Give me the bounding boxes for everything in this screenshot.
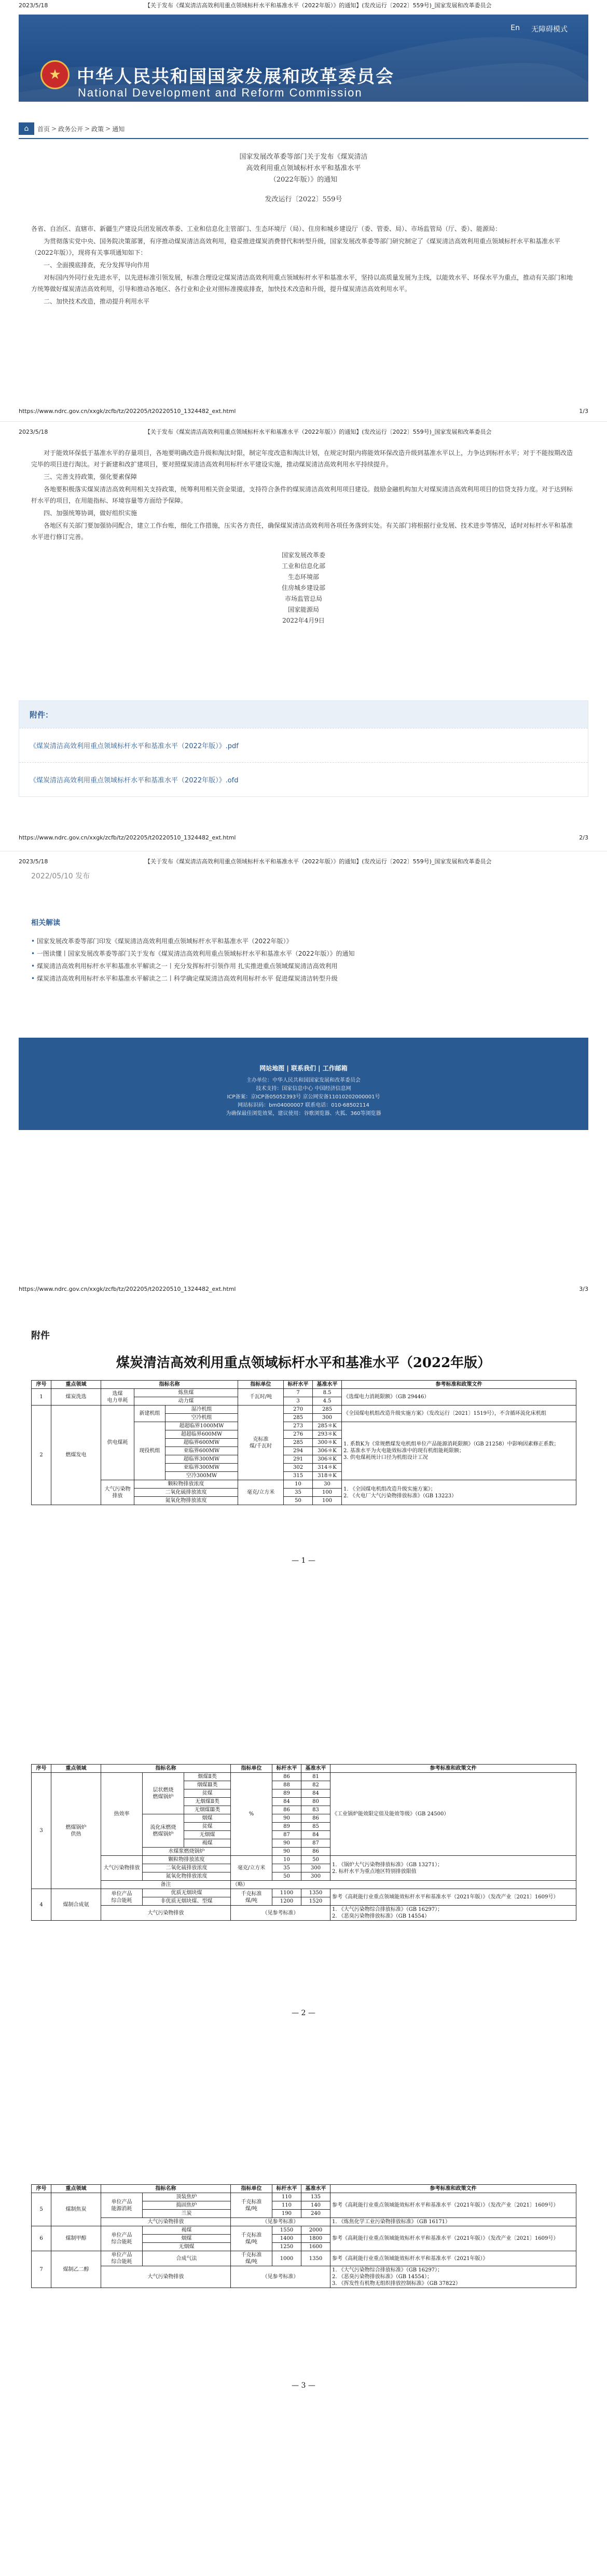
doc-number: 发改运行〔2022〕559号 — [265, 196, 342, 203]
home-icon[interactable]: ⌂ — [19, 122, 34, 135]
breadcrumb: ⌂ 首页 > 政务公开 > 政策 > 通知 — [19, 119, 588, 139]
appendix-tag: 附件 — [31, 1330, 50, 1341]
related-title: 相关解读 — [31, 919, 60, 927]
print-footer-1: https://www.ndrc.gov.cn/xxgk/zcfb/tz/202205/t20220510_1324482_ext.html 1/3 — [19, 407, 588, 415]
related-reading — [31, 917, 576, 985]
breadcrumb-home[interactable]: 首页 — [37, 125, 50, 133]
publish-date: 2022/05/10 发布 — [31, 872, 90, 880]
site-banner — [19, 15, 588, 102]
standards-table-1: 序号 重点领域 指标名称 指标单位 标杆水平 基准水平 参考标准和政策文件 1 煤炭洗选 选煤 电力单耗 炼焦煤 千瓦时/吨 7 8.5 《选煤电力消耗限额》（GB 29446） 动力煤 3 4.5 2 燃煤发电 供电煤耗 新建机组 湿冷机组 克标准 煤/千瓦时 270 285 《全国煤电机组改造升级实施方案》（发改运行〔2021〕1519号），不含循环流化床机组 空冷机组 285 300 现役机组 超超临界1000MW 273 285＊K 1. 系数K为《常规燃煤发电机组单位产品能源消耗限额》（GB 21258）中影响因素修正系数； 2. 基准水平为火电能效标准中的现有机组能耗限额； 3. 供电煤耗统计口径为机组设计工况 超超临界600MW 276 293＊K 超临界600MW 285 300＊K 亚临界600MW 294 306＊K 超临界300MW 291 306＊K 亚临界300MW 302 314＊K 空冷300MW 315 318＊K 大气污染物排放 颗粒物排放浓度 毫克/立方米 10 30 1. 《全国煤电机组改造升级实施方案》； 2. 《火电厂大气污染物排放标准》（GB 13223） 二氧化硫排放浓度 35 100 氮氧化物排放浓度 50 100 — [31, 1380, 576, 1505]
appendix-page-number: — 3 — — [292, 2381, 315, 2390]
print-page-1 — [0, 0, 607, 10]
print-date: 2023/5/18 — [19, 2, 48, 9]
related-link[interactable]: • 一图读懂丨国家发展改革委等部门关于发布《煤炭清洁高效利用重点领域标杆水平和基准水平（2022年版）》的通知 — [31, 947, 576, 960]
accessibility-link[interactable]: 无障碍模式 — [531, 25, 568, 34]
site-title-cn: 中华人民共和国国家发展和改革委员会 — [77, 66, 394, 87]
print-header — [0, 0, 607, 10]
breadcrumb-notice[interactable]: 通知 — [112, 125, 125, 133]
attachment-ofd-link[interactable]: 《煤炭清洁高效利用重点领域标杆水平和基准水平（2022年版）》.ofd — [19, 762, 588, 796]
signatories: 国家发展改革委 工业和信息化部 生态环境部 住房城乡建设部 市场监管总局 国家能源局 2022年4月9日 — [281, 552, 325, 624]
footer-links[interactable]: 网站地图 | 联系我们 | 工作邮箱 — [259, 1065, 348, 1072]
breadcrumb-policy[interactable]: 政策 — [91, 125, 104, 133]
print-page-2: 2023/5/18 【关于发布《煤炭清洁高效利用重点领域标杆水平和基准水平（2022年版）》的通知】(发改运行〔2022〕559号)_国家发展和改革委员会 — [19, 428, 492, 435]
attachments-title: 附件： — [19, 701, 588, 728]
related-link[interactable]: • 煤炭清洁高效利用标杆水平和基准水平解读之二丨科学确定煤炭清洁高效利用标杆水平 促进煤炭清洁转型升级 — [31, 972, 576, 985]
breadcrumb-public[interactable]: 政务公开 — [58, 125, 84, 133]
notice-body-part1: 各省、自治区、直辖市、新疆生产建设兵团发展改革委、工业和信息化主管部门、生态环境厅（局）、住房和城乡建设厅（委、管委、局）、市场监管局（厅、委）、能源局： 为贯彻落实党中央、国务院决策部署，有序推动煤炭清洁高效利用，稳妥推进煤炭消费替代和转型升级，国家发展改革委等部门研究制定了《煤炭清洁高效利用重点领域标杆水平和基准水平（2022年版）》，现将有关事项通知如下： 一、全面摸底排查，充分发挥导向作用 对标国内外同行业先进水平，以先进标准引领发展，标准合理设定煤炭清洁高效利用重点领域标杆水平和基准水平，坚持以高质量发展为主线，以能效水平、环保水平为重点，推动有关部门和地方统筹做好煤炭清洁高效利用，引导和推动各地区、各行业和企业对照标准摸底排查，加快技术改造和升级，提升煤炭清洁高效利用水平。 二、加快技术改造，推动提升利用水平 — [31, 225, 573, 305]
site-footer: 网站地图 | 联系我们 | 工作邮箱 主办单位：中华人民共和国国家发展和改革委员会 技术支持：国家信息中心 中国经济信息网 ICP备案：京ICP备05052393号 京公网安备11010202000001号 网站标识码：bm04000007 联系电话：010-68502114 为确保最佳浏览效果，建议使用：谷歌浏览器、火狐、360等浏览器 — [19, 1038, 588, 1130]
print-footer-3: https://www.ndrc.gov.cn/xxgk/zcfb/tz/202205/t20220510_1324482_ext.html 3/3 — [19, 1285, 588, 1292]
attachment-pdf-link[interactable]: 《煤炭清洁高效利用重点领域标杆水平和基准水平（2022年版）》.pdf — [19, 728, 588, 762]
appendix-page-number: — 1 — — [292, 1556, 315, 1565]
national-emblem-icon: ★ — [40, 60, 70, 89]
lang-en-link[interactable]: En — [511, 24, 520, 32]
standards-table-3: 序号 重点领域 指标名称 指标单位 标杆水平 基准水平 参考标准和政策文件 5 煤制焦炭 单位产品 能源消耗 顶装焦炉 千克标准 煤/吨 110 135 参考《高耗能行业重点领域能效标杆水平和基准水平（2021年版）》（发改产业〔2021〕1609号） 捣固焦炉 110 140 兰炭 190 240 大气污染物排放 （见参考标准） 1. 《炼焦化学工业污染物排放标准》（GB 16171） 6 煤制甲醇 单位产品 综合能耗 褐煤 千克标准 煤/吨 1550 2000 参考《高耗能行业重点领域能效标杆水平和基准水平（2021年版）》（发改产业〔2021〕1609号） 烟煤 1400 1800 无烟煤 1250 1600 7 煤制乙二醇 单位产品 综合能耗 合成气法 千克标准 煤/吨 1000 1350 参考《高耗能行业重点领域能效标杆水平和基准水平（2021年版）》 大气污染物排放 （见参考标准） 1. 《大气污染物综合排放标准》（GB 16297）； 2. 《恶臭污染物排放标准》（GB 14554）； 3. 《挥发性有机物无组织排放控制标准》（GB 37822） — [31, 2184, 576, 2288]
notice-body-part2: 对于能效环保低于基准水平的存量项目，各地要明确改造升级和淘汰时限，制定年度改造和淘汰计划，在规定时限内将能效环保改造升级到基准水平以上，力争达到标杆水平；对于不能按期改造完毕的项目进行淘汰。对于新建和改扩建项目，要对照煤炭清洁高效利用标杆水平建设实施，推动煤炭清洁高效利用水平持续提升。 三、完善支持政策，强化要素保障 各地要积极落实煤炭清洁高效利用相关支持政策，统筹利用相关资金渠道，支持符合条件的煤炭清洁高效利用项目建设。鼓励金融机构加大对煤炭清洁高效利用项目的信贷支持力度。对于达到标杆水平的项目，在用能指标、环境容量等方面给予保障。 四、加强统筹协调，做好组织实施 各地区有关部门要加强协同配合，建立工作台账，细化工作措施，压实各方责任，确保煤炭清洁高效利用各项任务落到实处。有关部门将根据行业发展、技术进步等情况，适时对标杆水平和基准水平进行修订完善。 — [31, 449, 573, 541]
attachments-box — [19, 700, 588, 797]
notice-title: 国家发展改革委等部门关于发布《煤炭清洁 高效利用重点领域标杆水平和基准水平 （2022年版）》的通知 发改运行〔2022〕559号 — [0, 151, 607, 205]
related-link[interactable]: • 国家发展改革委等部门印发《煤炭清洁高效利用重点领域标杆水平和基准水平（2022年版）》 — [31, 935, 576, 947]
site-title-en: National Development and Reform Commission — [78, 86, 363, 99]
print-footer-2: https://www.ndrc.gov.cn/xxgk/zcfb/tz/202205/t20220510_1324482_ext.html 2/3 — [19, 834, 588, 841]
standards-table-2: 序号 重点领域 指标名称 指标单位 标杆水平 基准水平 参考标准和政策文件 3 燃煤锅炉 供热 热效率 层状燃烧 燃煤锅炉 烟煤Ⅱ类 % 86 81 《工业锅炉能效限定值及能效等级》（GB 24500） 烟煤Ⅲ类 88 82 贫煤 89 84 无烟煤Ⅱ类 84 80 无烟煤Ⅲ类 86 83 流化床燃烧 燃煤锅炉 烟煤 90 86 贫煤 89 85 无烟煤 87 84 褐煤 90 87 水煤浆燃烧锅炉 90 86 大气污染物排放 颗粒物排放浓度 毫克/立方米 10 50 1. 《锅炉大气污染物排放标准》（GB 13271）； 2. 标杆水平为重点地区特别排放限值 二氧化硫排放浓度 35 300 氮氧化物排放浓度 50 300 备注 （略） 4 煤制合成氨 单位产品 综合能耗 优质无烟块煤 千克标准 煤/吨 1100 1350 参考《高耗能行业重点领域能效标杆水平和基准水平（2021年版）》（发改产业〔2021〕1609号） 非优质无烟块煤、型煤 1200 1520 大气污染物排放 （见参考标准） 1. 《大气污染物综合排放标准》（GB 16297）； 2. 《恶臭污染物排放标准》（GB 14554） — [31, 1764, 576, 1921]
print-title: 【关于发布《煤炭清洁高效利用重点领域标杆水平和基准水平（2022年版）》的通知】(发改运行〔2022〕559号)_国家发展和改革委员会 — [144, 2, 492, 9]
appendix-page-number: — 2 — — [292, 2009, 315, 2017]
appendix-title: 煤炭清洁高效利用重点领域标杆水平和基准水平（2022年版） — [116, 1355, 491, 1371]
related-link[interactable]: • 煤炭清洁高效利用标杆水平和基准水平解读之一丨充分发挥标杆引领作用 扎实推进重点领域煤炭清洁高效利用 — [31, 960, 576, 972]
print-page-3: 2023/5/18 【关于发布《煤炭清洁高效利用重点领域标杆水平和基准水平（2022年版）》的通知】(发改运行〔2022〕559号)_国家发展和改革委员会 — [19, 858, 492, 865]
